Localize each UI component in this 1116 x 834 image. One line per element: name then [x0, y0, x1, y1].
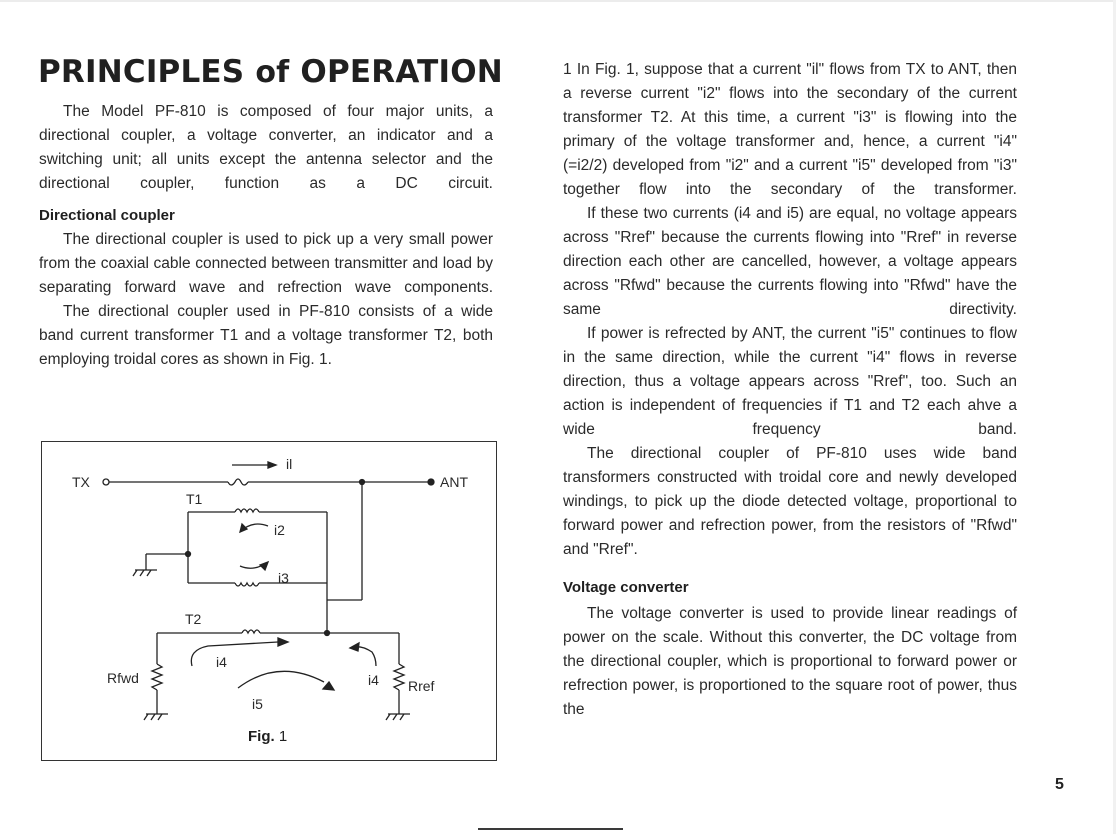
ground-hatch-2 — [140, 570, 144, 576]
page-number: 5 — [1055, 776, 1064, 793]
page-title — [38, 54, 503, 90]
rfwd-ground-hatch-3 — [158, 714, 162, 720]
label-t1: T1 — [186, 491, 203, 507]
label-i3: i3 — [278, 570, 289, 586]
t2-secondary-coil — [242, 630, 260, 633]
rfwd-ground-hatch-2 — [151, 714, 155, 720]
ground-hatch-1 — [133, 570, 137, 576]
rfwd-ground-hatch-1 — [144, 714, 148, 720]
il-arrow-head — [268, 462, 276, 468]
top-edge-line — [0, 0, 1116, 2]
ant-terminal — [428, 479, 434, 485]
operation-paragraph-2: If these two currents (i4 and i5) are equal, no voltage appears across "Rref" because the currents flowing into "Rref" in reverse direction each other are cancelled, however, a voltage appears across "Rfwd" because the currents flowing into "Rfwd" have the same directivity. — [563, 205, 1017, 318]
i3-arrow-head — [260, 562, 268, 570]
i5-arrow-head — [323, 682, 334, 690]
label-rref: Rref — [408, 678, 435, 694]
title-word-principles: PRINCIPLES — [38, 54, 245, 90]
label-il: il — [286, 456, 293, 472]
left-column — [39, 100, 493, 372]
figure-caption-fig: Fig. — [248, 728, 275, 745]
rref-ground-hatch-1 — [386, 714, 390, 720]
i2-arrow-head — [240, 524, 247, 532]
t2-primary-coil — [235, 583, 259, 586]
label-i4-right: i4 — [368, 672, 379, 688]
label-t2: T2 — [185, 611, 202, 627]
operation-paragraph-3: If power is refrected by ANT, the current "i5" continues to flow in the same direction, while the current "i4" flows in reverse direction, thus a voltage appears across "Rref", too. Such an action is independent of frequencies if T1 and T2 each ahve a wide frequency band. — [563, 325, 1017, 438]
operation-paragraph-1: 1 In Fig. 1, suppose that a current "il" flows from TX to ANT, then a reverse current "i2" flows into the secondary of the current transformer T2. At this time, a current "i3" is flowing into the primary of the voltage transformer and, hence, a current "i4" (=i2/2) developed from "i2" and a current "i5" developed from "i3" together flow into the secondary of the transformer. — [563, 61, 1017, 198]
right-column — [563, 58, 1017, 722]
label-i4-left: i4 — [216, 654, 227, 670]
intro-paragraph: The Model PF-810 is composed of four major units, a directional coupler, a voltage converter, an indicator and a switching unit; all units except the antenna selector and the directional coupler, function as a DC circuit. — [39, 103, 493, 192]
title-word-of: of — [255, 55, 290, 90]
i5-arrow-shaft — [238, 671, 324, 688]
i4-right-arrow-head — [350, 643, 359, 651]
label-i2: i2 — [274, 522, 285, 538]
voltage-converter-paragraph: The voltage converter is used to provide linear readings of power on the scale. Without this converter, the DC voltage from the directional coupler, which is proportional to forward power or refrection power, is proportioned to the square root of power, thus the — [563, 605, 1017, 718]
label-ant: ANT — [440, 474, 468, 490]
rref-ground-hatch-3 — [400, 714, 404, 720]
i4-left-arrow-shaft — [191, 642, 278, 666]
figure-caption-number: 1 — [278, 728, 288, 745]
tx-terminal — [103, 479, 109, 485]
figure-1-circuit-diagram — [41, 441, 497, 761]
circuit-schematic — [42, 442, 498, 762]
t1-secondary-coil — [235, 509, 259, 512]
label-rfwd: Rfwd — [107, 670, 139, 686]
figure-caption — [248, 728, 287, 745]
bottom-rule — [478, 828, 623, 830]
rref-ground-hatch-2 — [393, 714, 397, 720]
ground-hatch-3 — [147, 570, 151, 576]
directional-coupler-paragraph-1: The directional coupler is used to pick up a very small power from the coaxial cable connected between transmitter and load by separating forward wave and refrection wave components. — [39, 231, 493, 296]
rref-resistor — [394, 664, 404, 690]
directional-coupler-paragraph-2: The directional coupler used in PF-810 consists of a wide band current transformer T1 and a voltage transformer T2, both employing troidal cores as shown in Fig. 1. — [39, 303, 493, 368]
i4-left-arrow-head — [278, 638, 288, 646]
label-tx: TX — [72, 474, 90, 490]
rfwd-resistor — [152, 664, 162, 690]
operation-paragraph-4: The directional coupler of PF-810 uses wide band transformers constructed with troidal core and newly developed windings, to pick up the diode detected voltage, proportional to forward power and refrection power, from the resistors of "Rfwd" and "Rref". — [563, 445, 1017, 558]
title-word-operation: OPERATION — [300, 54, 503, 90]
directional-coupler-heading: Directional coupler — [39, 207, 175, 224]
label-i5: i5 — [252, 696, 263, 712]
voltage-converter-heading: Voltage converter — [563, 579, 689, 596]
t1-primary-coil — [228, 479, 248, 485]
